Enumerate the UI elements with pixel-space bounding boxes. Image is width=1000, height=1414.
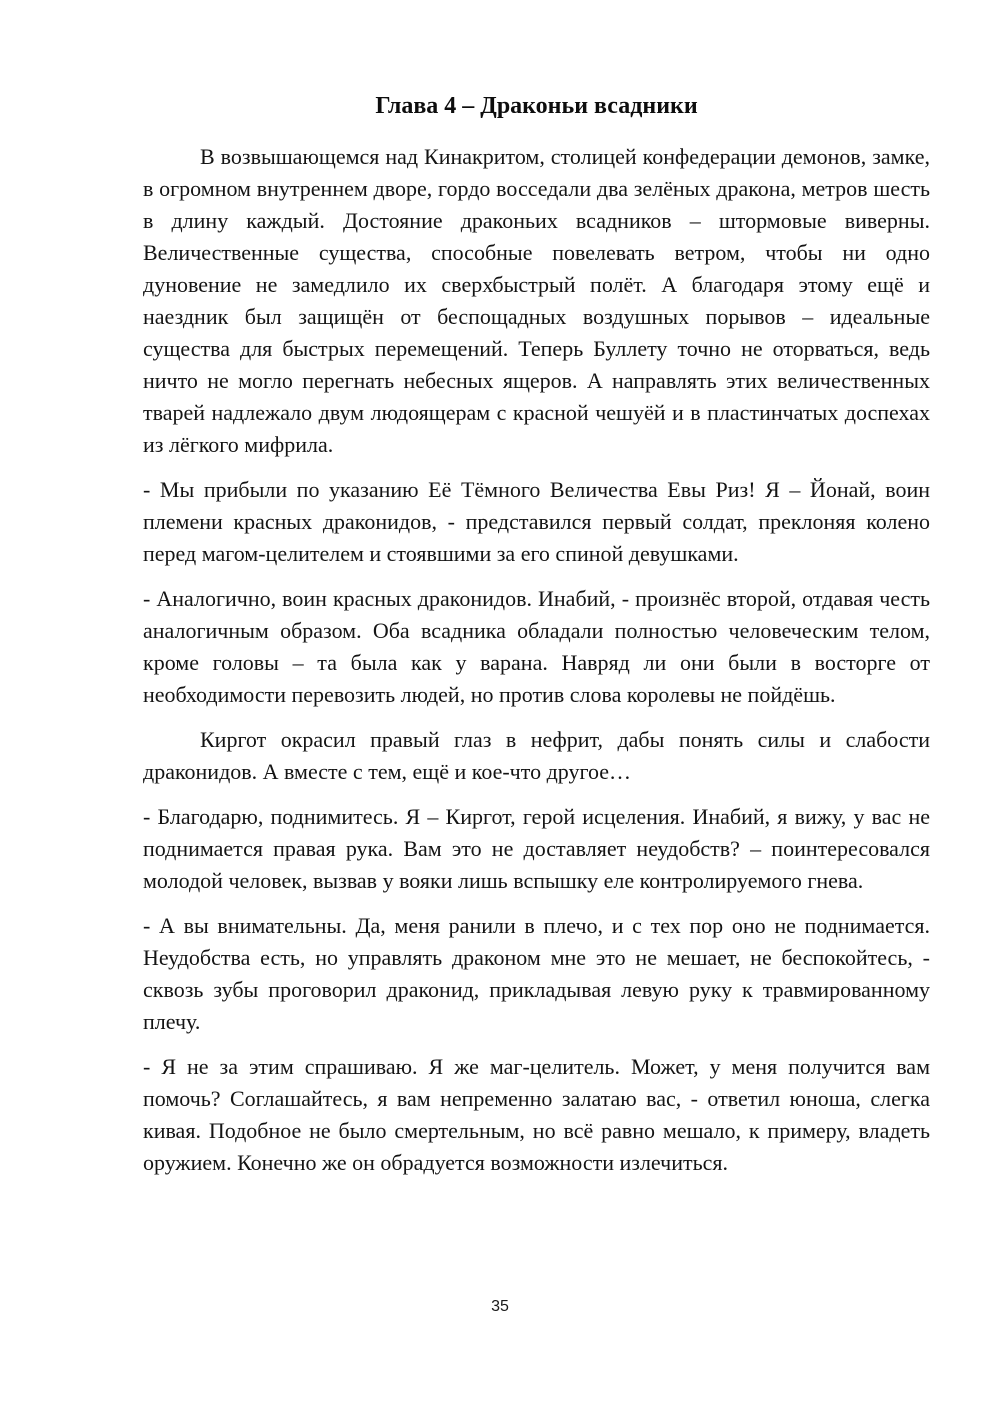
paragraph-dialogue-4: - А вы внимательны. Да, меня ранили в плечо, и с тех пор оно не поднимается. Неудобства есть, но управлять драконом мне это не мешает, не беспокойтесь, - сквозь зубы проговорил драконид, прикладывая левую руку к травмированному плечу. — [143, 913, 930, 1034]
paragraph-narrative-2: Киргот окрасил правый глаз в нефрит, дабы понять силы и слабости драконидов. А вместе с тем, ещё и кое-что другое… — [143, 727, 930, 784]
page-number: 35 — [491, 1298, 509, 1315]
paragraph-dialogue-3: - Благодарю, поднимитесь. Я – Киргот, герой исцеления. Инабий, я вижу, у вас не поднимается правая рука. Вам это не доставляет неудобств? – поинтересовался молодой человек, вызвав у вояки лишь вспышку еле контролируемого гнева. — [143, 804, 930, 893]
paragraph-dialogue-5: - Я не за этим спрашиваю. Я же маг-целитель. Может, у меня получится вам помочь? Соглашайтесь, я вам непременно залатаю вас, - ответил юноша, слегка кивая. Подобное не было смертельным, но всё равно мешало, к примеру, владеть оружием. Конечно же он обрадуется возможности излечиться. — [143, 1054, 930, 1175]
paragraph-narrative-1: В возвышающемся над Кинакритом, столицей конфедерации демонов, замке, в огромном внутреннем дворе, гордо восседали два зелёных дракона, метров шесть в длину каждый. Достояние драконьих всадников – штормовые виверны. Величественные существа, способные повелевать ветром, чтобы ни одно дуновение не замедлило их сверхбыстрый полёт. А благодаря этому ещё и наездник был защищён от беспощадных воздушных порывов – идеальные существа для быстрых перемещений. Теперь Буллету точно не оторваться, ведь ничто не могло перегнать небесных ящеров. А направлять этих величественных тварей надлежало двум людоящерам с красной чешуёй и в пластинчатых доспехах из лёгкого мифрила. — [143, 144, 930, 457]
paragraph-dialogue-2: - Аналогично, воин красных драконидов. Инабий, - произнёс второй, отдавая честь аналогичным образом. Оба всадника обладали полностью человеческим телом, кроме головы – та была как у варана. Навряд ли они были в восторге от необходимости перевозить людей, но против слова королевы не пойдёшь. — [143, 586, 930, 707]
chapter-title: Глава 4 – Драконьи всадники — [375, 93, 698, 119]
paragraph-dialogue-1: - Мы прибыли по указанию Её Тёмного Величества Евы Риз! Я – Йонай, воин племени красных драконидов, - представился первый солдат, преклоняя колено перед магом-целителем и стоявшими за его спиной девушками. — [143, 477, 930, 566]
